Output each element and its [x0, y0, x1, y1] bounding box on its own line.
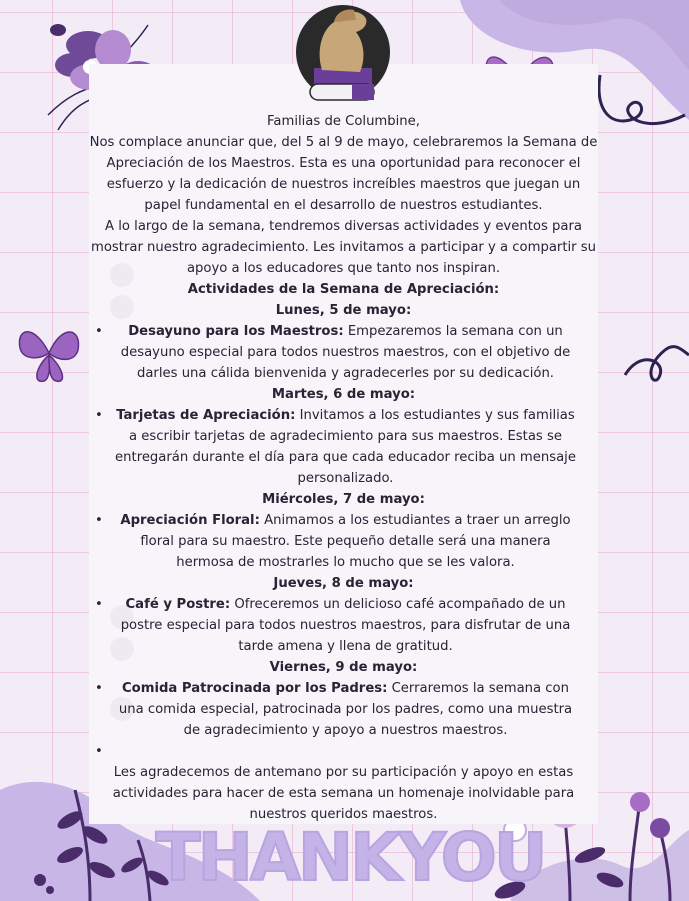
bullet: •: [95, 681, 103, 696]
butterfly-icon: [14, 318, 84, 388]
activity-text: Empezaremos la semana con un desayuno especial para todos nuestros maestros, con el objetivo de darles una cálida bienvenida y agradecerles por su dedicación.: [120, 324, 571, 381]
list-item: [89, 321, 598, 384]
swirl-icon: [590, 70, 689, 140]
bullet: •: [95, 408, 103, 423]
bullet: •: [95, 744, 103, 759]
cougar-mascot-logo: [294, 0, 392, 106]
activity-text: Ofreceremos un delicioso café acompañado de un postre especial para todos nuestros maestros, para disfrutar de una tarde amena y llena de gratitud.: [120, 597, 571, 654]
bullet: •: [95, 513, 103, 528]
activities-heading: Actividades de la Semana de Apreciación:: [187, 282, 500, 297]
thank-you-text: THANKYOU: [155, 819, 545, 896]
activity-text: Invitamos a los estudiantes y sus familias a escribir tarjetas de agradecimiento para sus maestros. Estas se entregarán durante el día para que cada educador reciba un mensaje personalizado.: [115, 408, 576, 486]
closing-paragraph: Les agradecemos de antemano por su participación y apoyo en estas actividades para hacer de esta semana un homenaje inolvidable para nuestros queridos maestros.: [112, 765, 575, 822]
day-heading: Jueves, 8 de mayo:: [273, 576, 414, 591]
list-item: [89, 678, 598, 741]
intro-paragraph: Nos complace anunciar que, del 5 al 9 de mayo, celebraremos la Semana de Apreciación de los Maestros. Esta es una oportunidad para reconocer el esfuerzo y la dedicación de nuestros increíbles maestros que juegan un papel fundamental en el desarrollo de nuestros estudiantes.: [89, 135, 598, 213]
empty-list-item: [89, 741, 598, 762]
day-heading: Viernes, 9 de mayo:: [269, 660, 418, 675]
letter-body: [89, 111, 598, 825]
activity-title: Café y Postre:: [125, 597, 231, 612]
day-heading: Martes, 6 de mayo:: [271, 387, 416, 402]
bullet: •: [95, 597, 103, 612]
activity-title: Desayuno para los Maestros:: [128, 324, 344, 339]
greeting: Familias de Columbine,: [267, 114, 420, 129]
bullet: •: [95, 324, 103, 339]
intro-paragraph: A lo largo de la semana, tendremos diversas actividades y eventos para mostrar nuestro agradecimiento. Les invitamos a participar y a compartir su apoyo a los educadores que tanto nos inspiran.: [90, 219, 597, 276]
activity-text: Cerraremos la semana con una comida especial, patrocinada por los padres, como una muestra de agradecimiento y apoyo a nuestros maestros.: [118, 681, 573, 738]
activity-title: Apreciación Floral:: [120, 513, 260, 528]
list-item: [89, 594, 598, 657]
day-heading: Miércoles, 7 de mayo:: [262, 492, 425, 507]
day-heading: Lunes, 5 de mayo:: [275, 303, 412, 318]
activity-text: Animamos a los estudiantes a traer un arreglo floral para su maestro. Este pequeño detalle será una manera hermosa de mostrarles lo mucho que se les valora.: [140, 513, 571, 570]
list-item: [89, 405, 598, 489]
swirl-icon: [620, 330, 689, 390]
list-item: [89, 510, 598, 573]
activity-title: Tarjetas de Apreciación:: [116, 408, 296, 423]
thank-you-banner: [155, 808, 545, 898]
activity-title: Comida Patrocinada por los Padres:: [121, 681, 388, 696]
